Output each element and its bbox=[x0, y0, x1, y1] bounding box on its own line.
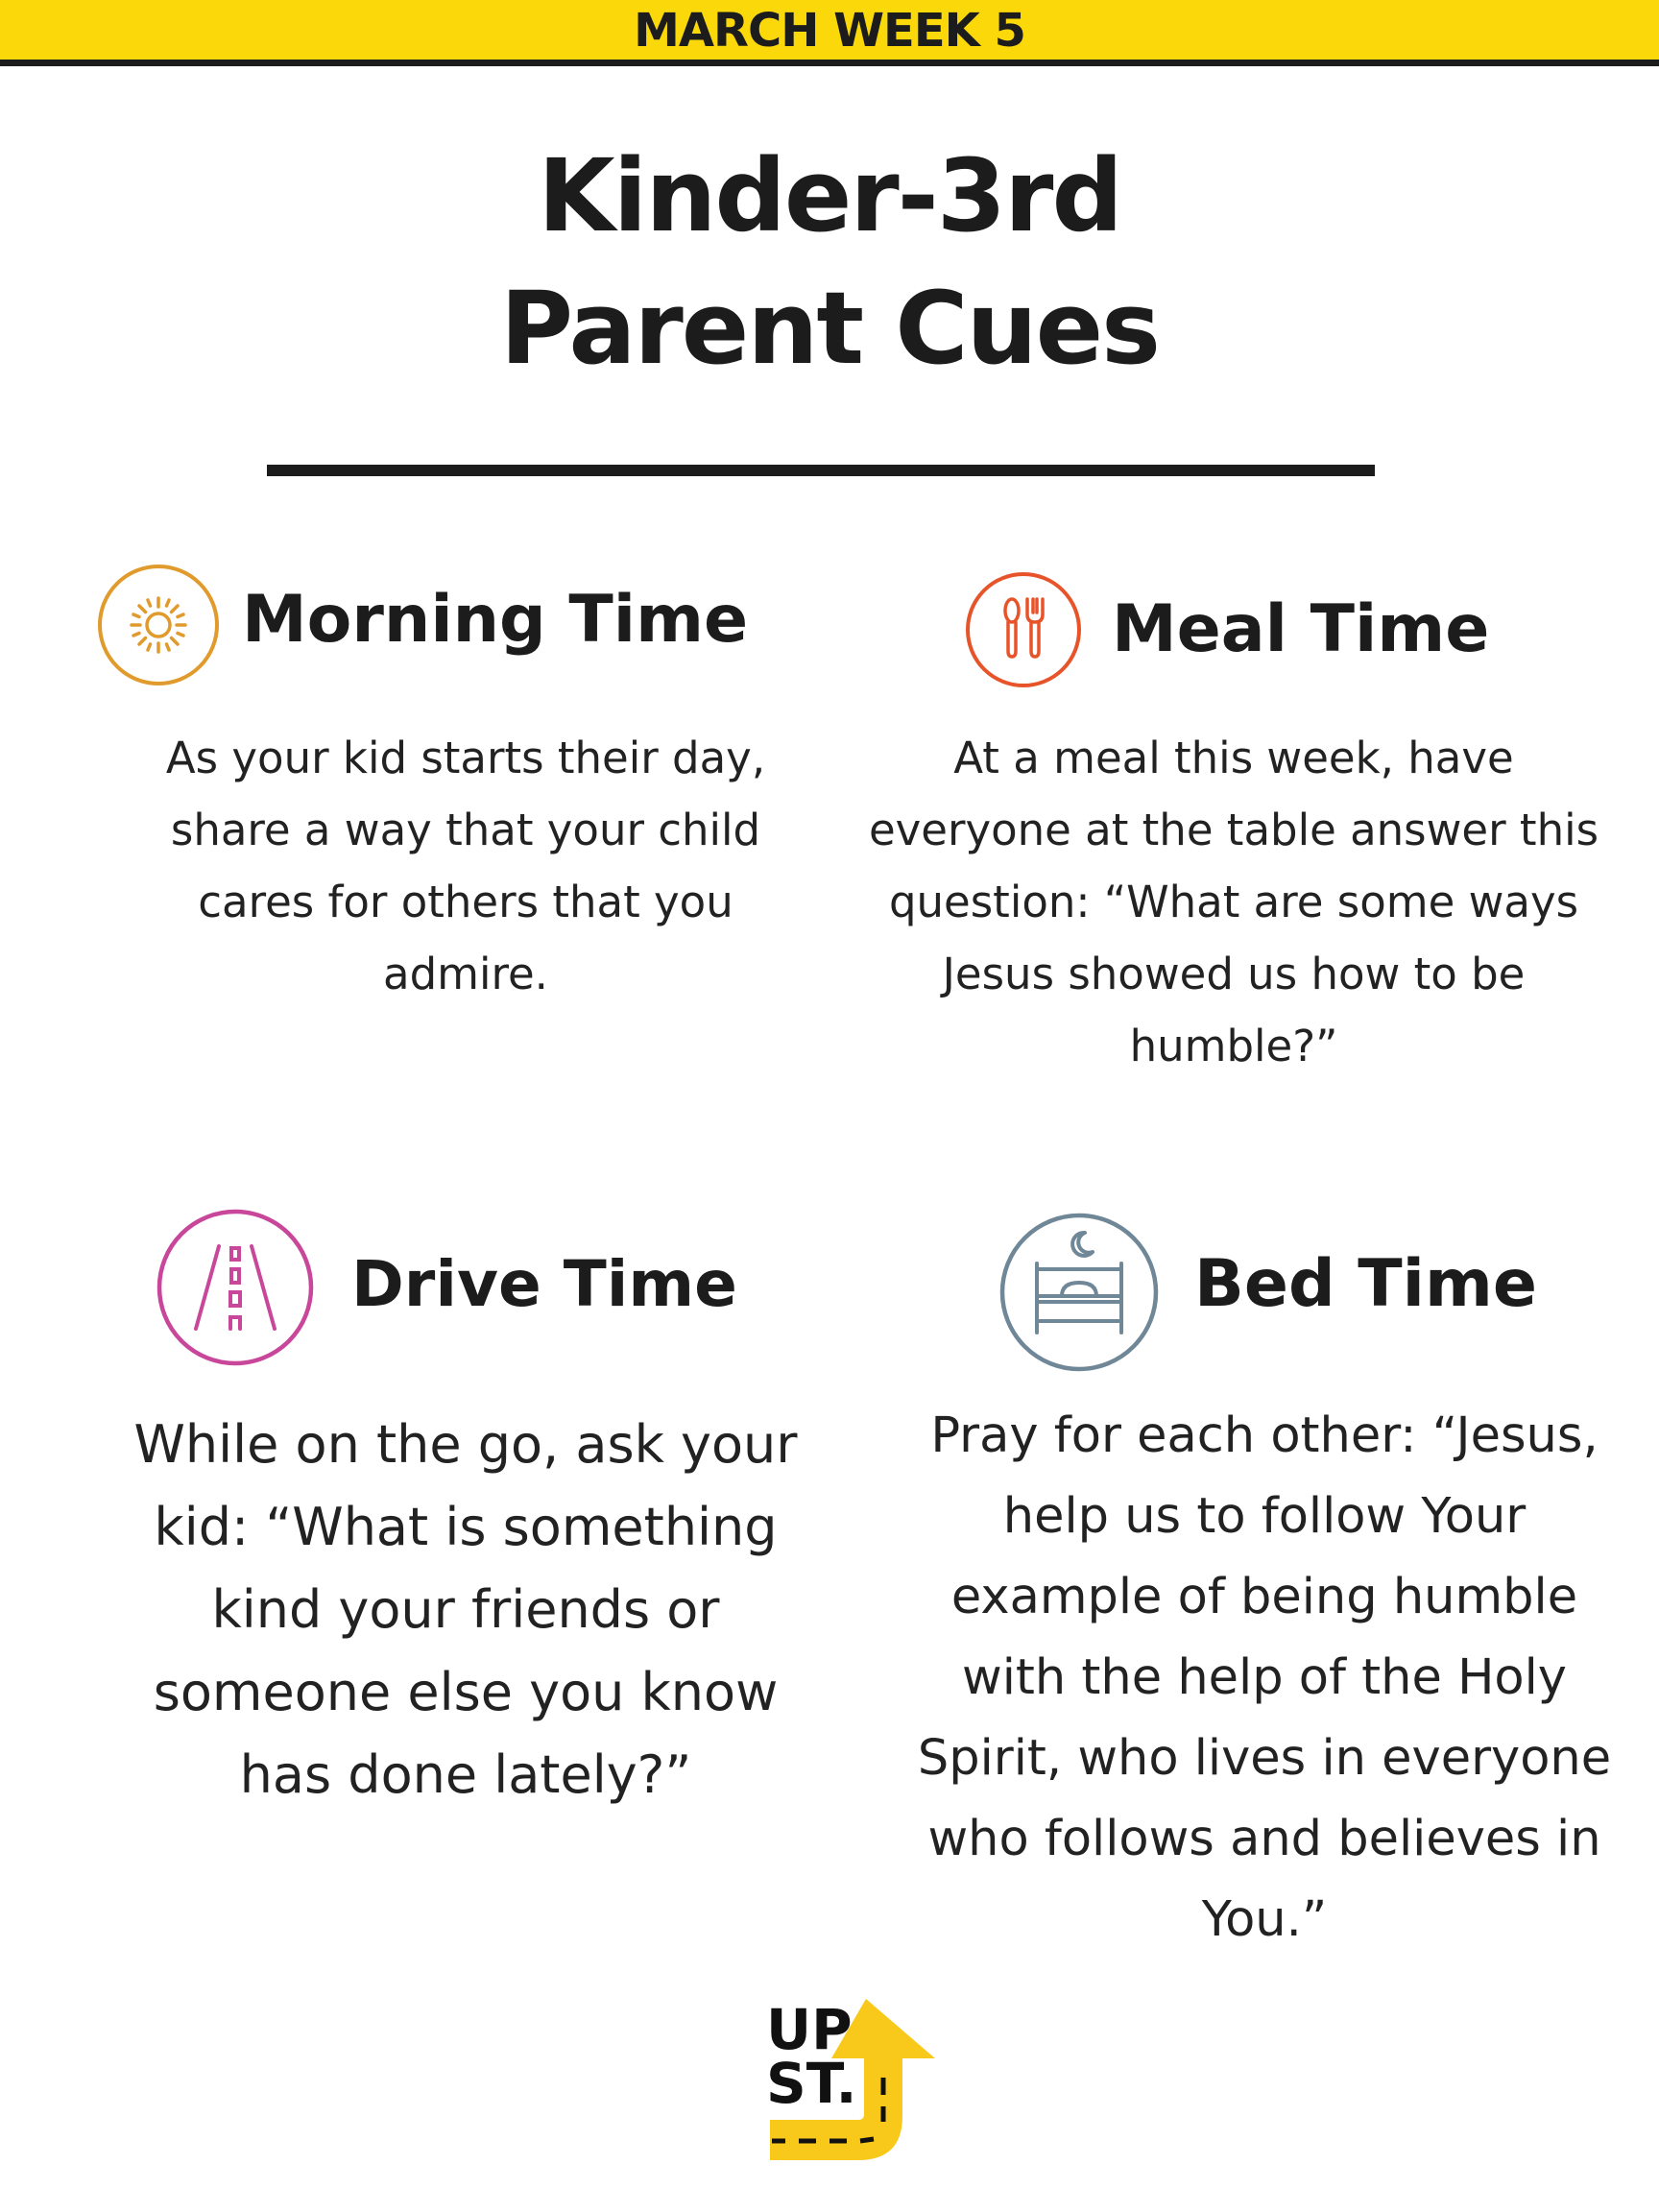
text-line: You.” bbox=[1201, 1891, 1328, 1948]
bed-time-text bbox=[893, 1396, 1636, 1960]
drive-time-text bbox=[58, 1404, 874, 1816]
text-line: example of being humble bbox=[950, 1569, 1578, 1625]
text-line: question: “What are some ways bbox=[888, 877, 1579, 927]
title-divider bbox=[267, 465, 1375, 476]
text-line: kind your friends or bbox=[211, 1579, 720, 1640]
meal-time-text bbox=[835, 722, 1632, 1082]
logo-text-st: ST. bbox=[766, 2051, 857, 2116]
drive-time-heading: Drive Time bbox=[351, 1247, 737, 1321]
utensils-icon bbox=[964, 570, 1083, 689]
text-line: who follows and believes in bbox=[927, 1811, 1601, 1867]
text-line: someone else you know bbox=[153, 1662, 779, 1722]
morning-time-text bbox=[58, 722, 874, 1010]
logo-text-up: UP bbox=[766, 1999, 853, 2062]
sun-icon bbox=[96, 563, 221, 687]
text-line: humble?” bbox=[1129, 1021, 1338, 1071]
bed-time-heading: Bed Time bbox=[1194, 1246, 1537, 1322]
meal-time-heading: Meal Time bbox=[1112, 591, 1490, 667]
upstreet-arrow-logo bbox=[766, 1999, 939, 2169]
text-line: As your kid starts their day, bbox=[165, 733, 766, 783]
road-icon bbox=[156, 1208, 315, 1367]
text-line: everyone at the table answer this bbox=[868, 805, 1599, 855]
text-line: Spirit, who lives in everyone bbox=[917, 1730, 1612, 1787]
text-line: share a way that your child bbox=[170, 805, 761, 855]
bed-icon bbox=[998, 1212, 1160, 1373]
text-line: Pray for each other: “Jesus, bbox=[930, 1407, 1599, 1464]
title-line-1: Kinder-3rd bbox=[538, 137, 1121, 254]
text-line: has done lately?” bbox=[239, 1744, 692, 1805]
text-line: admire. bbox=[383, 949, 548, 999]
page-title bbox=[0, 130, 1659, 395]
text-line: While on the go, ask your bbox=[133, 1414, 798, 1475]
text-line: Jesus showed us how to be bbox=[942, 949, 1526, 999]
text-line: At a meal this week, have bbox=[953, 733, 1514, 783]
banner-text: MARCH WEEK 5 bbox=[634, 4, 1025, 58]
morning-time-heading: Morning Time bbox=[242, 582, 749, 658]
text-line: kid: “What is something bbox=[154, 1497, 778, 1557]
title-line-2: Parent Cues bbox=[499, 270, 1160, 387]
text-line: with the help of the Holy bbox=[962, 1649, 1567, 1706]
top-banner bbox=[0, 0, 1659, 66]
text-line: help us to follow Your bbox=[1002, 1488, 1527, 1545]
text-line: cares for others that you bbox=[198, 877, 733, 927]
